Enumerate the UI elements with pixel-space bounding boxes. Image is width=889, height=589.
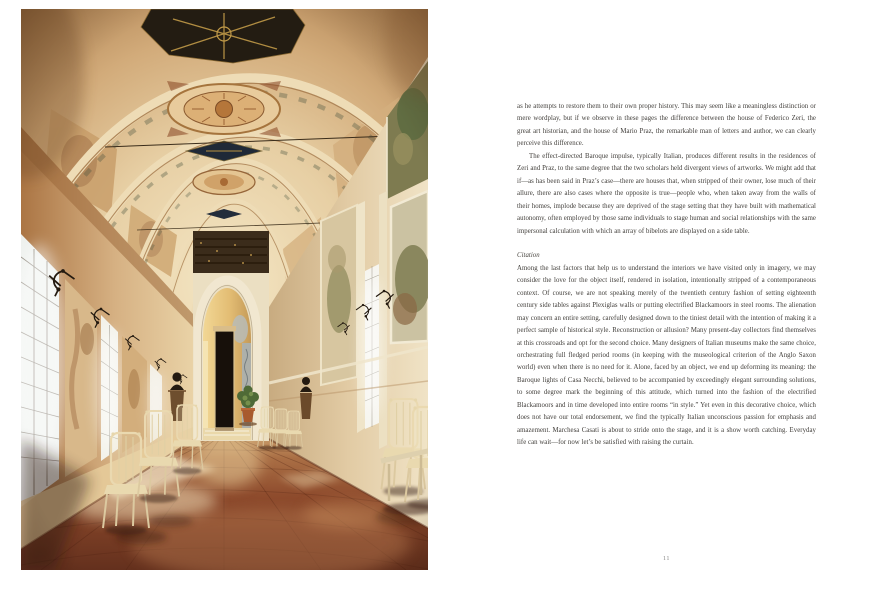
left-page-gallery-photo — [21, 9, 428, 570]
page-number: 11 — [663, 555, 670, 562]
gallery-photo-illustration — [21, 9, 428, 570]
paragraph-baroque-impulse: The effect-directed Baroque impulse, typically Italian, produces different results in the residences of Zeri and Praz, to the same degree that the two scholars held divergent views of artworks. We might add that if—as has been said in Praz’s case—there are houses that, when stripped of their owner, lose much of their allure, there are also cases where the opposite is true—people who, when taken away from the walls of their homes, implode because they are deprived of the stage setting that they have built with mathematical autonomy, often employed by those same individuals to stage human and social relationships with the same impersonal calculation with which an array of bibelots are displayed on a side table. — [517, 152, 816, 235]
paragraph-citation: Among the last factors that help us to understand the interiors we have visited only in imagery, we may consider the love for the object itself, rendered in isolation, intentionally stripped of a contemporaneous context. Of course, we are not speaking merely of the twentieth century fashion of setting eighteenth century side tables against Plexiglas walls or putting electrified Blackamoors in steel rooms. The alienation may concern an entire setting, carefully designed down to the tiniest detail with the intention of making it a perfect sample of historical style. Reconstruction or allusion? Many present-day collectors find themselves at this crossroads and opt for the second choice. Many designers of Italian museums make the same choice, orchestrating full fledged period rooms (in keeping with the museological criterion of the Anglo Saxon world) even when there is no need for it. Alone, faced by an object, we end up deforming its meaning: the Baroque lights of Casa Necchi, believed to be accompanied by exceedingly elegant surrounding solutions, to some degree mark the beginning of this attitude, which turned into the fashion of the electrified Blackamoors and in time developed into entire rooms “in style.” Yet even in this decorative choice, which does not have our total endorsement, we find the typically Italian unconscious passion for emphasis and amazement. Marchesa Casati is about to stride onto the stage, and it is a show worth catching. Everyday life can wait—for now let’s be satisfied with raising the curtain. — [517, 264, 816, 447]
paragraph-continuation: as he attempts to restore them to their own proper history. This may seem like a meaningless distinction or mere wordplay, but if we observe in these pages the difference between the house of Federico Zeri, the great art historian, and the house of Mario Praz, the remarkable man of letters and author, we can clearly perceive this difference. — [517, 103, 816, 148]
vignette — [21, 9, 428, 570]
section-heading-citation: Citation — [517, 252, 540, 260]
right-page-text — [517, 101, 816, 450]
